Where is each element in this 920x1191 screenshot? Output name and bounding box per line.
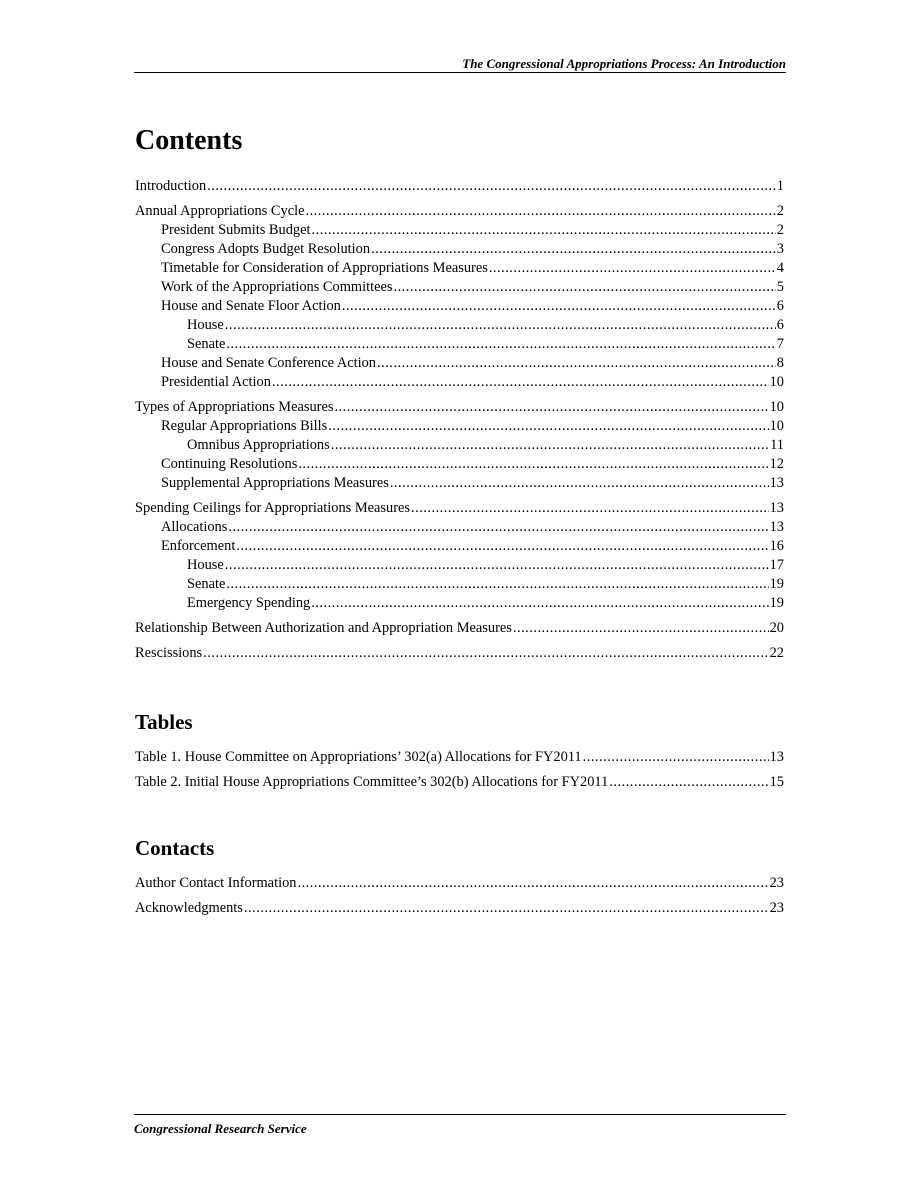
tables-list	[135, 748, 784, 792]
toc-entry[interactable]: Enforcement ..... 16	[135, 537, 784, 556]
toc-entry[interactable]: Presidential Action ..... 10	[135, 373, 784, 392]
toc-entry[interactable]: Allocations ..... 13	[135, 518, 784, 537]
toc-entry[interactable]: Work of the Appropriations Committees ..... 5	[135, 278, 784, 297]
contacts-list	[135, 874, 784, 918]
toc-entry[interactable]: President Submits Budget ..... 2	[135, 221, 784, 240]
tables-heading: Tables	[135, 710, 193, 734]
toc-entry[interactable]: Senate ..... 7	[135, 335, 784, 354]
page-footer: Congressional Research Service	[134, 1114, 786, 1137]
toc-entry[interactable]: Relationship Between Authorization and Appropriation Measures ..... 20	[135, 619, 784, 638]
toc-entry[interactable]: Rescissions ..... 22	[135, 644, 784, 663]
toc-entry[interactable]: Spending Ceilings for Appropriations Measures ..... 13	[135, 499, 784, 518]
toc-entry[interactable]: House ..... 6	[135, 316, 784, 335]
toc-entry[interactable]: House and Senate Conference Action ..... 8	[135, 354, 784, 373]
toc-entry[interactable]: Author Contact Information ..... 23	[135, 874, 784, 893]
toc-entry[interactable]: Regular Appropriations Bills ..... 10	[135, 417, 784, 436]
toc-entry[interactable]: Timetable for Consideration of Appropriations Measures ..... 4	[135, 259, 784, 278]
contents-list	[135, 177, 784, 663]
toc-entry[interactable]: Introduction ..... 1	[135, 177, 784, 196]
toc-entry[interactable]: House ..... 17	[135, 556, 784, 575]
toc-entry[interactable]: Acknowledgments ..... 23	[135, 899, 784, 918]
toc-entry[interactable]: Table 1. House Committee on Appropriations’ 302(a) Allocations for FY2011 ..... 13	[135, 748, 784, 767]
toc-entry[interactable]: Annual Appropriations Cycle ..... 2	[135, 202, 784, 221]
contacts-heading: Contacts	[135, 836, 215, 860]
toc-entry[interactable]: House and Senate Floor Action ..... 6	[135, 297, 784, 316]
toc-entry[interactable]: Supplemental Appropriations Measures ..... 13	[135, 474, 784, 493]
toc-entry[interactable]: Continuing Resolutions ..... 12	[135, 455, 784, 474]
running-header: The Congressional Appropriations Process: An Introduction	[134, 56, 786, 73]
toc-entry[interactable]: Senate ..... 19	[135, 575, 784, 594]
toc-entry[interactable]: Emergency Spending ..... 19	[135, 594, 784, 613]
toc-entry[interactable]: Congress Adopts Budget Resolution ..... 3	[135, 240, 784, 259]
toc-entry[interactable]: Types of Appropriations Measures ..... 10	[135, 398, 784, 417]
toc-entry[interactable]: Omnibus Appropriations ..... 11	[135, 436, 784, 455]
toc-entry[interactable]: Table 2. Initial House Appropriations Committee’s 302(b) Allocations for FY2011 ..... 15	[135, 773, 784, 792]
contents-title: Contents	[135, 125, 243, 156]
